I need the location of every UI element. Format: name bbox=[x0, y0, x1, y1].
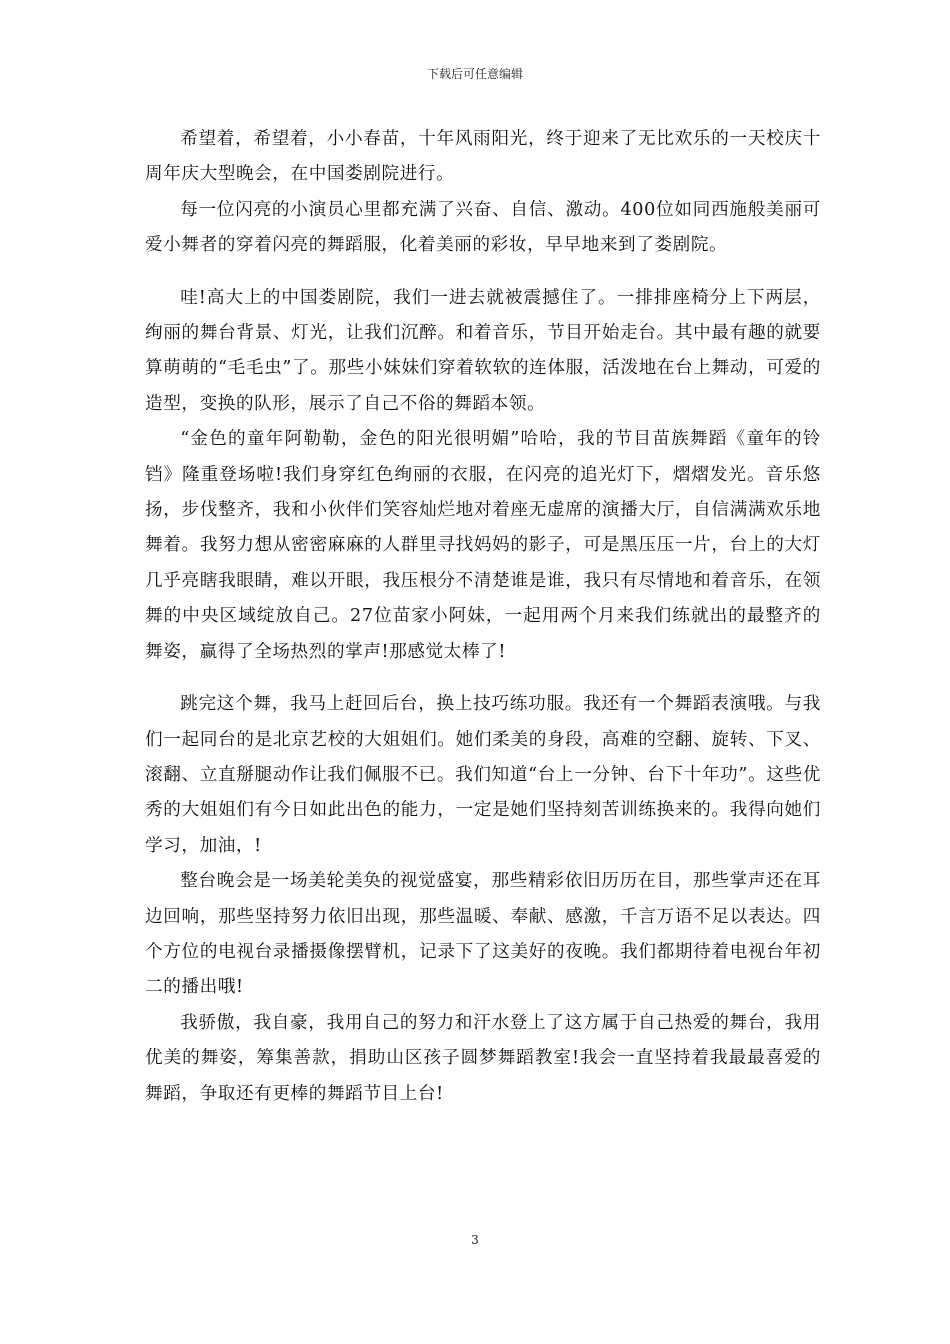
paragraph-3: 哇!高大上的中国娄剧院，我们一进去就被震撼住了。一排排座椅分上下两层，绚丽的舞台背景、灯光，让我们沉醉。和着音乐，节目开始走台。其中最有趣的就要算萌萌的“毛毛虫”了。那些小妹妹们穿着软软的连体服，活泼地在台上舞动，可爱的造型，变换的队形，展示了自己不俗的舞蹈本领。 bbox=[145, 287, 821, 414]
paragraph-6: 整台晚会是一场美轮美奂的视觉盛宴，那些精彩依旧历历在目，那些掌声还在耳边回响，那些坚持努力依旧出现，那些温暖、奉献、感激，千言万语不足以表达。四个方位的电视台录播摄像摆臂机，记录下了这美好的夜晚。我们都期待着电视台年初二的播出哦! bbox=[145, 871, 821, 998]
document-body bbox=[145, 122, 821, 1112]
page-number: 3 bbox=[471, 1233, 479, 1247]
paragraph-2: 每一位闪亮的小演员心里都充满了兴奋、自信、激动。400位如同西施般美丽可爱小舞者的穿着闪亮的舞蹈服，化着美丽的彩妆，早早地来到了娄剧院。 bbox=[145, 199, 821, 256]
paragraph-7: 我骄傲，我自豪，我用自己的努力和汗水登上了这方属于自己热爱的舞台，我用优美的舞姿，筹集善款，捐助山区孩子圆梦舞蹈教室!我会一直坚持着我最最喜爱的舞蹈，争取还有更棒的舞蹈节目上台! bbox=[145, 1012, 821, 1104]
paragraph-1: 希望着，希望着，小小春苗，十年风雨阳光，终于迎来了无比欢乐的一天校庆十周年庆大型晚会，在中国娄剧院进行。 bbox=[145, 129, 821, 185]
paragraph-4: “金色的童年阿勒勒，金色的阳光很明媚”哈哈，我的节目苗族舞蹈《童年的铃铛》隆重登场啦!我们身穿红色绚丽的衣服，在闪亮的追光灯下，熠熠发光。音乐悠扬，步伐整齐，我和小伙伴们笑容灿烂地对着座无虚席的演播大厅，自信满满欢乐地舞着。我努力想从密密麻麻的人群里寻找妈妈的影子，可是黑压压一片，台上的大灯几乎亮瞎我眼睛，难以开眼，我压根分不清楚谁是谁，我只有尽情地和着音乐，在领舞的中央区域绽放自己。27位苗家小阿妹，一起用两个月来我们练就出的最整齐的舞姿，赢得了全场热烈的掌声!那感觉太棒了! bbox=[145, 429, 821, 662]
paragraph-5: 跳完这个舞，我马上赶回后台，换上技巧练功服。我还有一个舞蹈表演哦。与我们一起同台的是北京艺校的大姐姐们。她们柔美的身段，高难的空翻、旋转、下叉、滚翻、立直掰腿动作让我们佩服不已。我们知道“台上一分钟、台下十年功”。这些优秀的大姐姐们有今日如此出色的能力，一定是她们坚持刻苦训练换来的。我得向她们学习，加油，! bbox=[145, 694, 821, 856]
page-header: 下载后可任意编辑 bbox=[426, 67, 523, 81]
